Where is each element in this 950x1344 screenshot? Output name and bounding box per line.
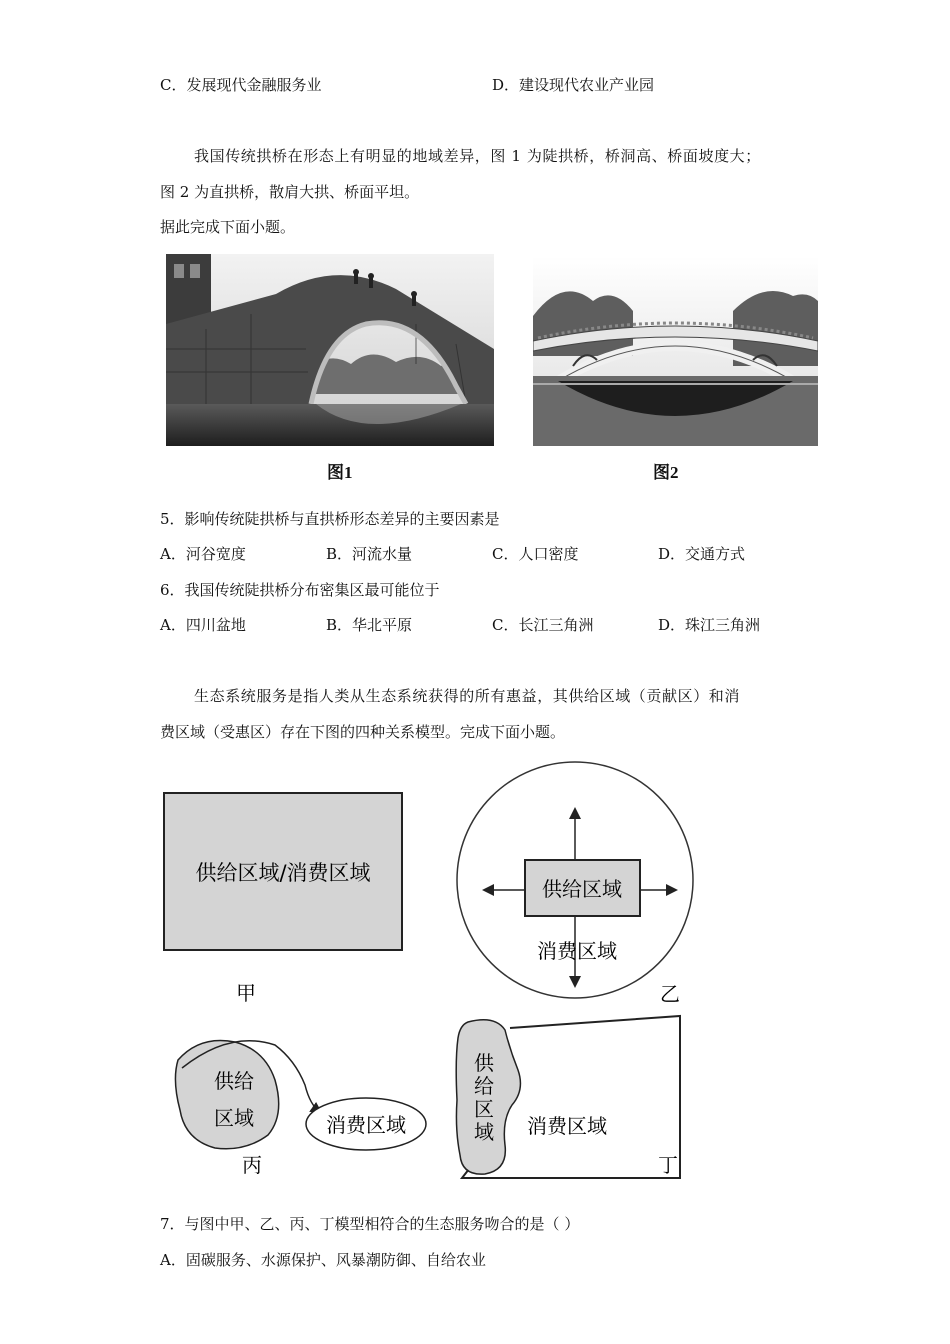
model-jia	[164, 793, 402, 1005]
q5-option-d: D．交通方式	[658, 545, 746, 563]
q6-option-b: B．华北平原	[326, 616, 413, 634]
yi-consume-label: 消费区域	[537, 939, 617, 963]
bing-supply-blob	[175, 1040, 278, 1148]
passage1-line3: 据此完成下面小题。	[160, 218, 296, 236]
model-ding	[456, 1016, 680, 1178]
q6-stem: 6．我国传统陡拱桥分布密集区最可能位于	[160, 581, 440, 599]
q5-option-c: C．人口密度	[492, 545, 579, 563]
yi-supply-label: 供给区域	[542, 877, 622, 901]
jia-tag: 甲	[236, 981, 256, 1005]
steep-arch-bridge-image	[166, 254, 494, 446]
passage2-line1: 生态系统服务是指人类从生态系统获得的所有惠益，其供给区域（贡献区）和消	[194, 687, 741, 705]
ding-supply-label-2: 给	[474, 1074, 494, 1098]
bing-supply-label-2: 区域	[214, 1106, 254, 1130]
bing-tag: 丙	[242, 1153, 262, 1177]
ding-supply-label-3: 区	[474, 1097, 494, 1121]
passage1-line1: 我国传统拱桥在形态上有明显的地域差异，图 1 为陡拱桥，桥洞高、桥面坡度大；	[194, 147, 761, 165]
q5-option-b: B．河流水量	[326, 545, 413, 563]
flat-arch-bridge-image	[533, 256, 818, 446]
bing-consume-label: 消费区域	[326, 1113, 406, 1137]
ding-consume-label: 消费区域	[527, 1114, 607, 1138]
four-models-diagram	[150, 760, 710, 1190]
figure2-caption: 图2	[653, 463, 679, 482]
q4-option-d: D．建设现代农业产业园	[492, 76, 655, 94]
figure1-photo	[166, 254, 494, 446]
q5-option-a: A．河谷宽度	[160, 545, 246, 563]
q6-option-c: C．长江三角洲	[492, 616, 594, 634]
q6-option-d: D．珠江三角洲	[658, 616, 761, 634]
ding-supply-label-4: 域	[474, 1120, 494, 1144]
q7-option-a: A．固碳服务、水源保护、风暴潮防御、自给农业	[160, 1251, 486, 1269]
figure1-caption: 图1	[327, 463, 353, 482]
q4-option-c: C．发展现代金融服务业	[160, 76, 322, 94]
yi-tag: 乙	[660, 982, 680, 1006]
bing-supply-label-1: 供给	[214, 1069, 254, 1093]
ding-tag: 丁	[658, 1153, 678, 1177]
jia-box-label: 供给区域/消费区域	[195, 861, 371, 885]
passage1-line2: 图 2 为直拱桥，散肩大拱、桥面平坦。	[160, 183, 420, 201]
model-bing	[175, 1040, 426, 1177]
ding-supply-label-1: 供	[474, 1051, 494, 1075]
passage2-line2: 费区域（受惠区）存在下图的四种关系模型。完成下面小题。	[160, 723, 566, 741]
q5-stem: 5．影响传统陡拱桥与直拱桥形态差异的主要因素是	[160, 510, 500, 528]
q7-stem: 7．与图中甲、乙、丙、丁模型相符合的生态服务吻合的是（ ）	[160, 1215, 580, 1233]
figure2-photo	[533, 256, 818, 446]
q6-option-a: A．四川盆地	[160, 616, 246, 634]
model-yi	[457, 762, 693, 1006]
